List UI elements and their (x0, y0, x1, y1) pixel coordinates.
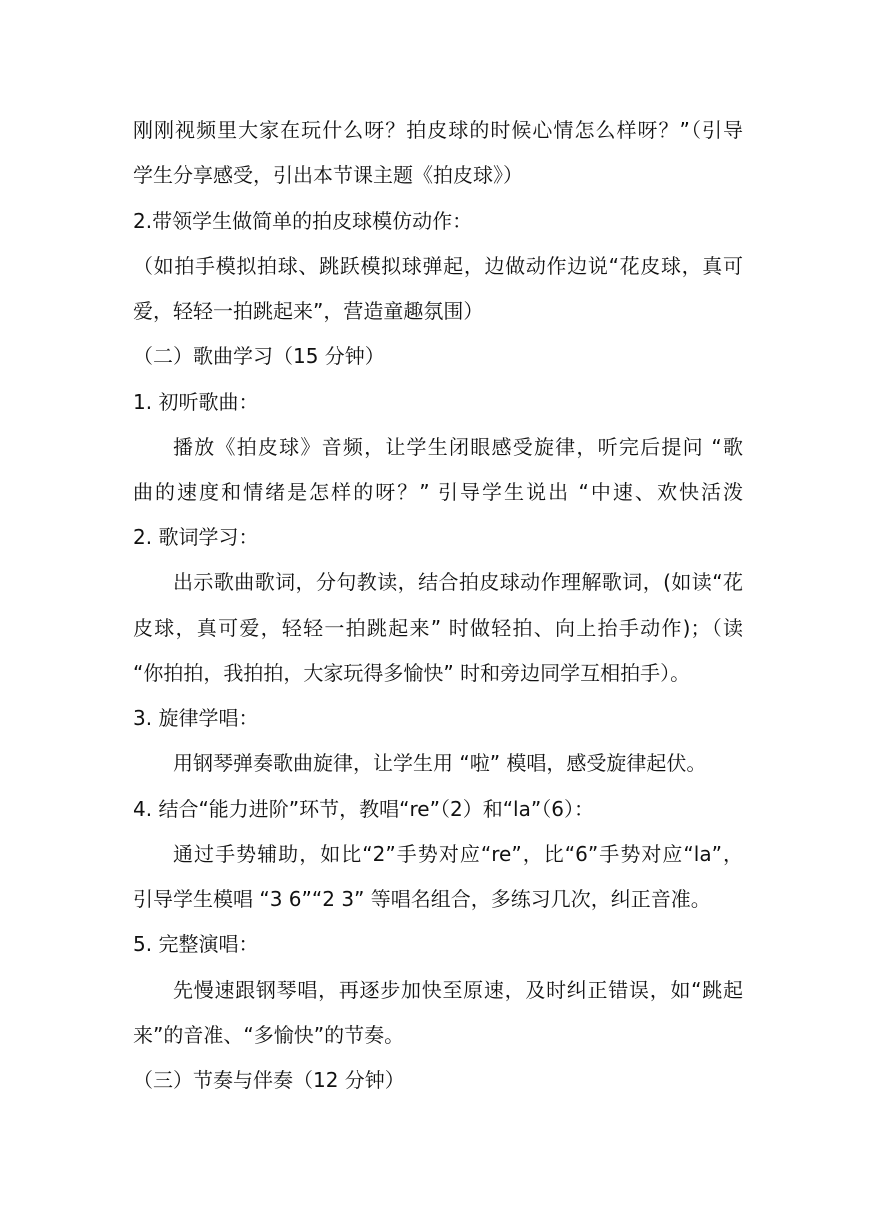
paragraph-line: 出示歌曲歌词，分句教读，结合拍皮球动作理解歌词，(如读“花 (173, 570, 743, 594)
list-item-heading: 5. 完整演唱： (133, 932, 259, 956)
paragraph-line: 播放《拍皮球》音频，让学生闭眼感受旋律，听完后提问 “歌 (173, 435, 743, 459)
paragraph-line: 来”的音准、“多愉快”的节奏。 (133, 1023, 405, 1047)
paragraph-line: 曲的速度和情绪是怎样的呀？” 引导学生说出 “中速、欢快活泼 (133, 480, 743, 504)
paragraph-line: 刚刚视频里大家在玩什么呀？拍皮球的时候心情怎么样呀？”（引导 (133, 118, 743, 142)
list-item-heading: 4. 结合“能力进阶”环节，教唱“re”（2）和“la”（6）： (133, 797, 594, 821)
list-item-heading: 2. 歌词学习： (133, 525, 259, 549)
paragraph-line: 引导学生模唱 “3 6”“2 3” 等唱名组合，多练习几次，纠正音准。 (133, 887, 711, 911)
paragraph-line: 学生分享感受，引出本节课主题《拍皮球》） (133, 163, 523, 187)
section-heading: （三）节奏与伴奏（12 分钟） (133, 1068, 405, 1092)
section-heading: （二）歌曲学习（15 分钟） (133, 344, 385, 368)
paragraph-line: 用钢琴弹奏歌曲旋律，让学生用 “啦” 模唱，感受旋律起伏。 (173, 751, 707, 775)
paragraph-line: 爱，轻轻一拍跳起来”，营造童趣氛围） (133, 299, 484, 323)
paragraph-line: 先慢速跟钢琴唱，再逐步加快至原速，及时纠正错误，如“跳起 (173, 978, 743, 1002)
list-item-heading: 1. 初听歌曲： (133, 390, 259, 414)
list-item-heading: 2.带领学生做简单的拍皮球模仿动作： (133, 209, 473, 233)
paragraph-line: （如拍手模拟拍球、跳跃模拟球弹起，边做动作边说“花皮球，真可 (133, 254, 743, 278)
paragraph-line: “你拍拍，我拍拍，大家玩得多愉快” 时和旁边同学互相拍手）。 (133, 661, 691, 685)
paragraph-line: 皮球，真可爱，轻轻一拍跳起来” 时做轻拍、向上抬手动作)；（读 (133, 616, 743, 640)
list-item-heading: 3. 旋律学唱： (133, 706, 259, 730)
paragraph-line: 通过手势辅助，如比“2”手势对应“re”，比“6”手势对应“la”， (173, 842, 743, 866)
